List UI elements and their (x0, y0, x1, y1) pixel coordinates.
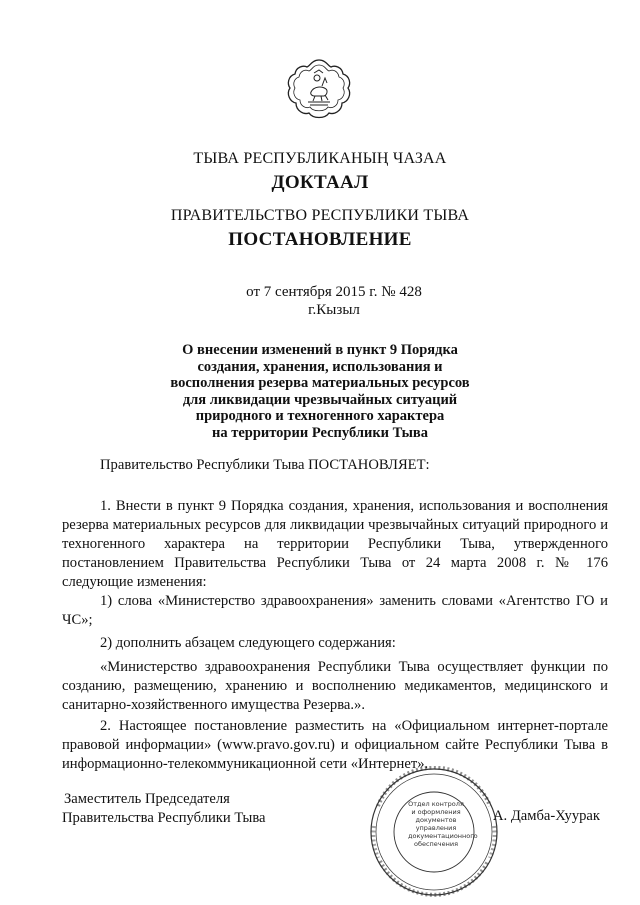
tuvan-government-heading: ТЫВА РЕСПУБЛИКАНЫҢ ЧАЗАА (193, 150, 447, 167)
russian-doc-type-heading: ПОСТАНОВЛЕНИЕ (228, 229, 412, 250)
seal-inner-text: Отдел контроля и оформления документов управления документационного обеспечения (408, 800, 478, 848)
signatory-position-line-2: Правительства Республики Тыва (62, 810, 266, 826)
paragraph-1-item-2: 2) дополнить абзацем следующего содержания: (100, 635, 396, 651)
paragraph-1-item-1: 1) слова «Министерство здравоохранения» заменить словами «Агентство ГО и ЧС»; (62, 593, 608, 628)
document-city: г.Кызыл (308, 302, 360, 318)
preamble-paragraph: Правительство Республики Тыва ПОСТАНОВЛЯЕТ: (100, 457, 430, 473)
paragraph-1: 1. Внести в пункт 9 Порядка создания, хранения, использования и восполнения резерва материальных ресурсов для ликвидации чрезвычайных ситуаций природного и техногенного характера на территории Республики Тыва, утвержденного постановлением Правительства Республики Тыва от 24 марта 2008 г. № 176 следующие изменения: (62, 498, 608, 590)
title-line: на территории Республики Тыва (211, 424, 429, 441)
tuva-coat-of-arms-icon (284, 56, 354, 126)
russian-government-heading: ПРАВИТЕЛЬСТВО РЕСПУБЛИКИ ТЫВА (170, 207, 470, 224)
signatory-position-line-1: Заместитель Председателя (64, 791, 230, 807)
signatory-name: А. Дамба-Хуурак (493, 808, 600, 824)
document-date-number: от 7 сентября 2015 г. № 428 (246, 284, 422, 300)
signatory-position (62, 790, 266, 828)
document-title (150, 342, 490, 441)
paragraph-2: 2. Настоящее постановление разместить на «Официальном интернет-портале правовой информации» (www.pravo.gov.ru) и официальном сайте Республики Тыва в информационно-телекоммуникационной сети «Интернет». (62, 718, 608, 772)
title-line: природного и техногенного характера (195, 408, 445, 424)
title-line: О внесении изменений в пункт 9 Порядка (182, 342, 458, 358)
paragraph-1-quote: «Министерство здравоохранения Республики Тыва осуществляет функции по созданию, размещению, хранению и восполнению медикаментов, медицинского и санитарно-хозяйственного имущества Резерва.». (62, 659, 608, 713)
title-line: для ликвидации чрезвычайных ситуаций (182, 391, 458, 408)
title-line: восполнения резерва материальных ресурсов (170, 375, 470, 391)
tuvan-doc-type-heading: ДОКТААЛ (271, 172, 369, 193)
title-line: создания, хранения, использования и (197, 358, 443, 375)
